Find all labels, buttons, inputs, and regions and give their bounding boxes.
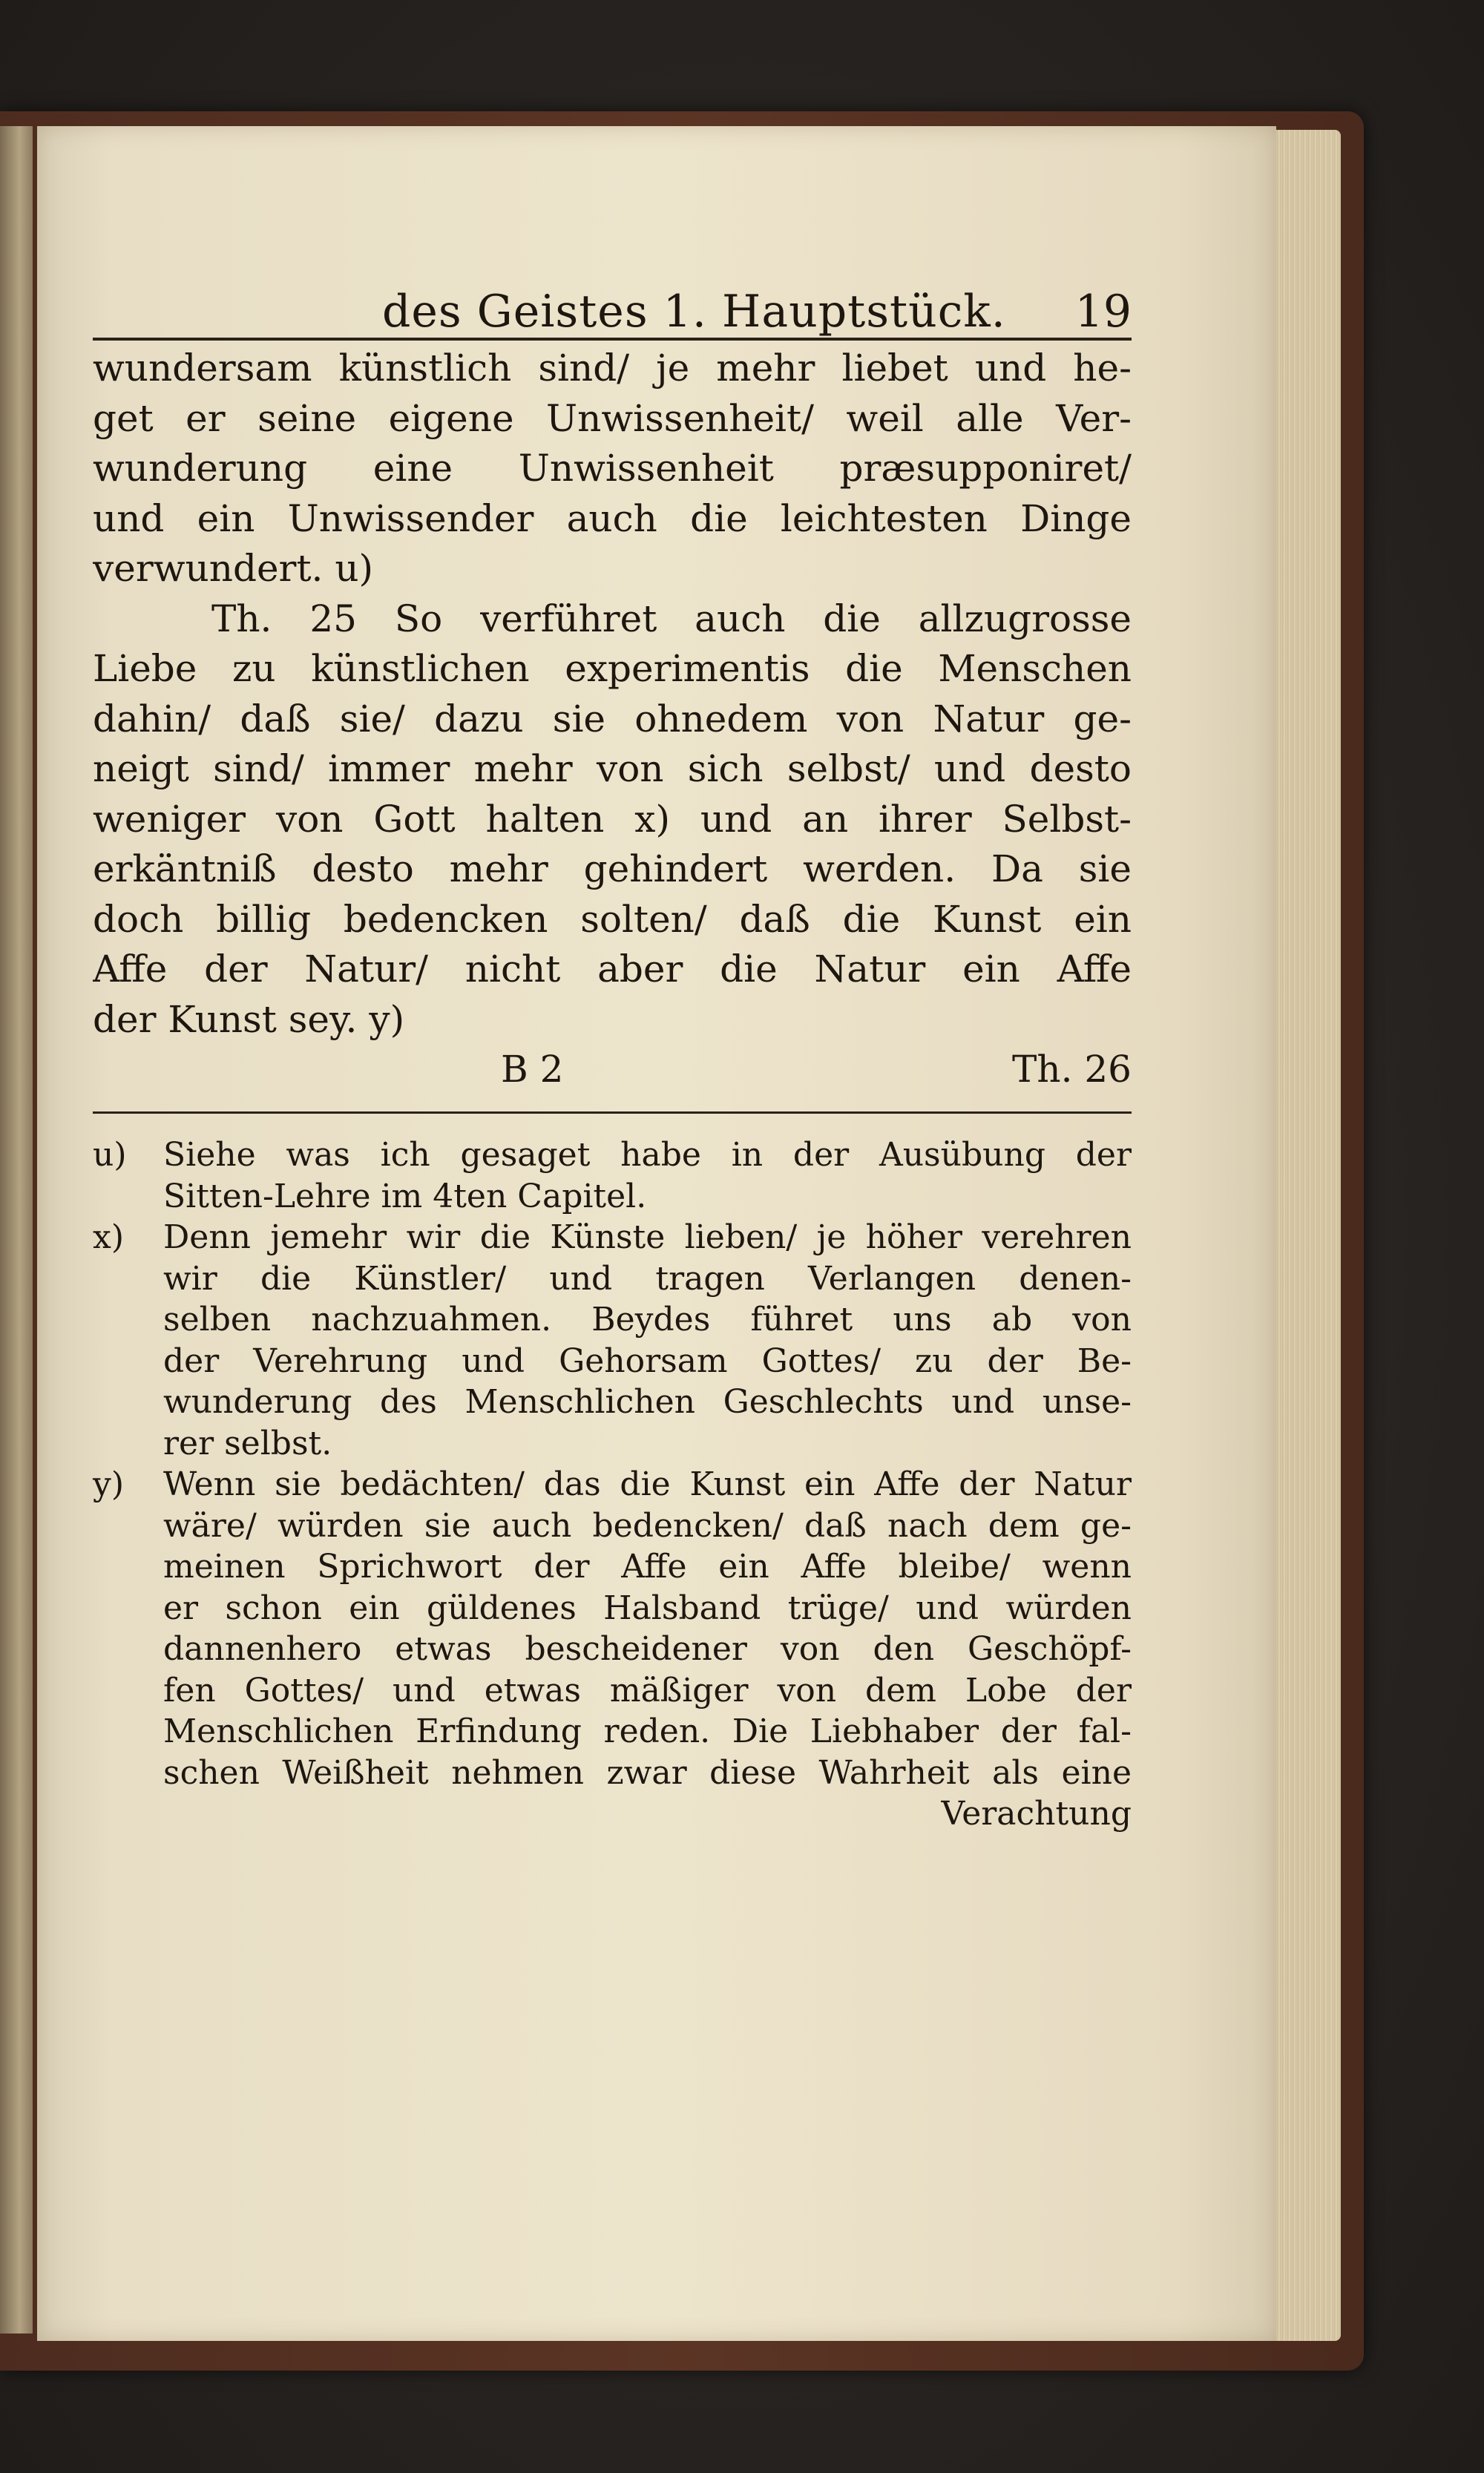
page-foot [93, 1045, 1132, 1097]
text-line: verwundert. u) [93, 547, 374, 590]
footnote-u [93, 1134, 1132, 1217]
footnote-mark: y) [93, 1465, 125, 1503]
footnote-line: der Verehrung und Gehorsam Gottes/ zu der Be- [163, 1341, 1132, 1380]
footnote-line: meinen Sprichwort der Affe ein Affe bleibe/ wenn [163, 1548, 1132, 1586]
running-head: des Geistes 1. Hauptstück. [382, 286, 1006, 338]
page-block-edges [1265, 130, 1341, 2341]
footnote-line: Sitten-Lehre im 4ten Capitel. [163, 1177, 647, 1215]
footnote-line: Siehe was ich gesaget habe in der Ausübung der [163, 1136, 1132, 1174]
header-rule [93, 338, 1132, 341]
text-line: Liebe zu künstlichen experimentis die Menschen [93, 647, 1132, 690]
page-number: 19 [1074, 286, 1132, 338]
text-line: Affe der Natur/ nicht aber die Natur ein Affe [93, 948, 1132, 991]
page-header [93, 286, 1132, 338]
footnote-line: Wenn sie bedächten/ das die Kunst ein Affe der Natur [163, 1465, 1132, 1503]
footnote-line: wunderung des Menschlichen Geschlechts und unse- [163, 1383, 1132, 1421]
text-line: dahin/ daß sie/ dazu sie ohnedem von Natur ge- [93, 697, 1132, 740]
footnote-line: Denn jemehr wir die Künste lieben/ je höher verehren [163, 1218, 1132, 1256]
footnote-line: fen Gottes/ und etwas mäßiger von dem Lobe der [163, 1671, 1132, 1710]
footnote-y [93, 1464, 1132, 1793]
text-line: wunderung eine Unwissenheit præsupponiret/ [93, 447, 1132, 490]
text-block [93, 286, 1132, 1835]
footnote-line: er schon ein güldenes Halsband trüge/ und würden [163, 1589, 1132, 1627]
text-line: und ein Unwissender auch die leichtesten Dinge [93, 496, 1132, 540]
main-text [93, 344, 1132, 1045]
footnotes [93, 1134, 1132, 1835]
signature-mark: B 2 [501, 1048, 564, 1091]
footnote-line: dannenhero etwas bescheidener von den Geschöpf- [163, 1630, 1132, 1668]
book-page [37, 126, 1276, 2341]
footnote-line: selben nachzuahmen. Beydes führet uns ab von [163, 1301, 1132, 1339]
text-line: der Kunst sey. y) [93, 997, 405, 1041]
text-line: get er seine eigene Unwissenheit/ weil alle Ver- [93, 396, 1132, 440]
text-line: doch billig bedencken solten/ daß die Kunst ein [93, 897, 1132, 941]
footnote-catchword: Verachtung [941, 1795, 1132, 1833]
footnote-line: wir die Künstler/ und tragen Verlangen denen- [163, 1259, 1132, 1298]
text-line: wundersam künstlich sind/ je mehr liebet und he- [93, 347, 1132, 390]
footnote-line: schen Weißheit nehmen zwar diese Wahrheit als eine [163, 1753, 1132, 1792]
facing-page-edge [0, 126, 33, 2334]
footnote-rule [93, 1111, 1132, 1114]
footnote-line: wäre/ würden sie auch bedencken/ daß nach dem ge- [163, 1506, 1132, 1545]
catchword: Th. 26 [1012, 1048, 1132, 1091]
footnote-line: rer selbst. [163, 1424, 332, 1462]
footnote-line: Menschlichen Erfindung reden. Die Liebhaber der fal- [163, 1712, 1132, 1750]
footnote-mark: u) [93, 1136, 127, 1174]
footnote-mark: x) [93, 1218, 124, 1256]
footnote-x [93, 1217, 1132, 1464]
text-line: erkäntniß desto mehr gehindert werden. Da sie [93, 847, 1132, 890]
text-line: weniger von Gott halten x) und an ihrer Selbst- [93, 797, 1132, 841]
paragraph-start-th25: Th. 25 So verführet auch die allzugrosse [211, 597, 1132, 640]
text-line: neigt sind/ immer mehr von sich selbst/ und desto [93, 747, 1132, 790]
